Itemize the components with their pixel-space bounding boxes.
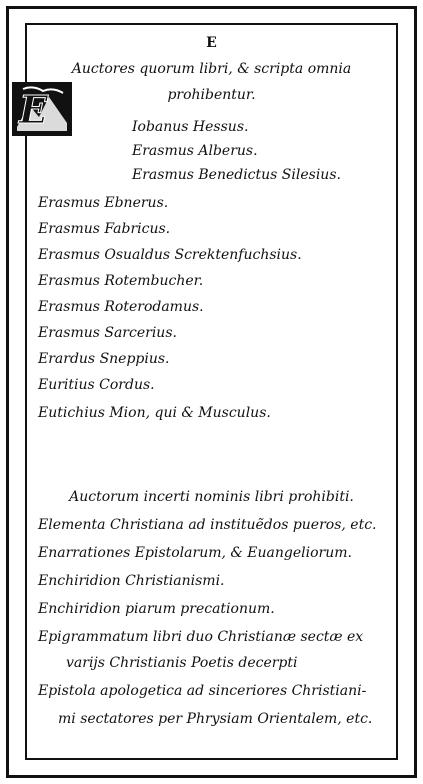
svg-text:E: E bbox=[19, 87, 48, 132]
author-item: Erasmus Benedictus Silesius. bbox=[132, 167, 341, 183]
author-item: Euritius Cordus. bbox=[38, 377, 155, 393]
book-item: Elementa Christiana ad instituẽdos pueros, etc. bbox=[38, 517, 377, 533]
book-item-continuation: mi sectatores per Phrysiam Orientalem, etc. bbox=[58, 711, 373, 727]
book-item-continuation: varijs Christianis Poetis decerpti bbox=[66, 655, 298, 671]
book-item: Epigrammatum libri duo Christianæ sectæ ex bbox=[38, 629, 364, 645]
author-item: Erasmus Sarcerius. bbox=[38, 325, 177, 341]
author-item: Eutichius Mion, qui & Musculus. bbox=[38, 405, 271, 421]
author-item: Erasmus Ebnerus. bbox=[38, 195, 169, 211]
heading-line-2: prohibentur. bbox=[167, 87, 256, 103]
author-item: Erasmus Osualdus Screktenfuchsius. bbox=[38, 247, 302, 263]
section-letter: E bbox=[206, 35, 217, 51]
author-item: Erasmus Roterodamus. bbox=[38, 299, 204, 315]
book-item: Enchiridion Christianismi. bbox=[38, 573, 225, 589]
book-item: Enarrationes Epistolarum, & Euangeliorum. bbox=[38, 545, 352, 561]
author-item: Erasmus Rotembucher. bbox=[38, 273, 204, 289]
author-item: Erasmus Fabricus. bbox=[38, 221, 171, 237]
author-item: Erasmus Alberus. bbox=[132, 143, 258, 159]
books-heading: Auctorum incerti nominis libri prohibiti. bbox=[69, 489, 354, 505]
heading-line-1: Auctores quorum libri, & scripta omnia bbox=[71, 61, 352, 77]
book-item: Enchiridion piarum precationum. bbox=[38, 601, 275, 617]
author-item: Iobanus Hessus. bbox=[132, 119, 249, 135]
book-item: Epistola apologetica ad sinceriores Christiani- bbox=[38, 683, 367, 699]
author-item: Erardus Sneppius. bbox=[38, 351, 170, 367]
woodcut-initial-e-icon bbox=[12, 82, 72, 136]
